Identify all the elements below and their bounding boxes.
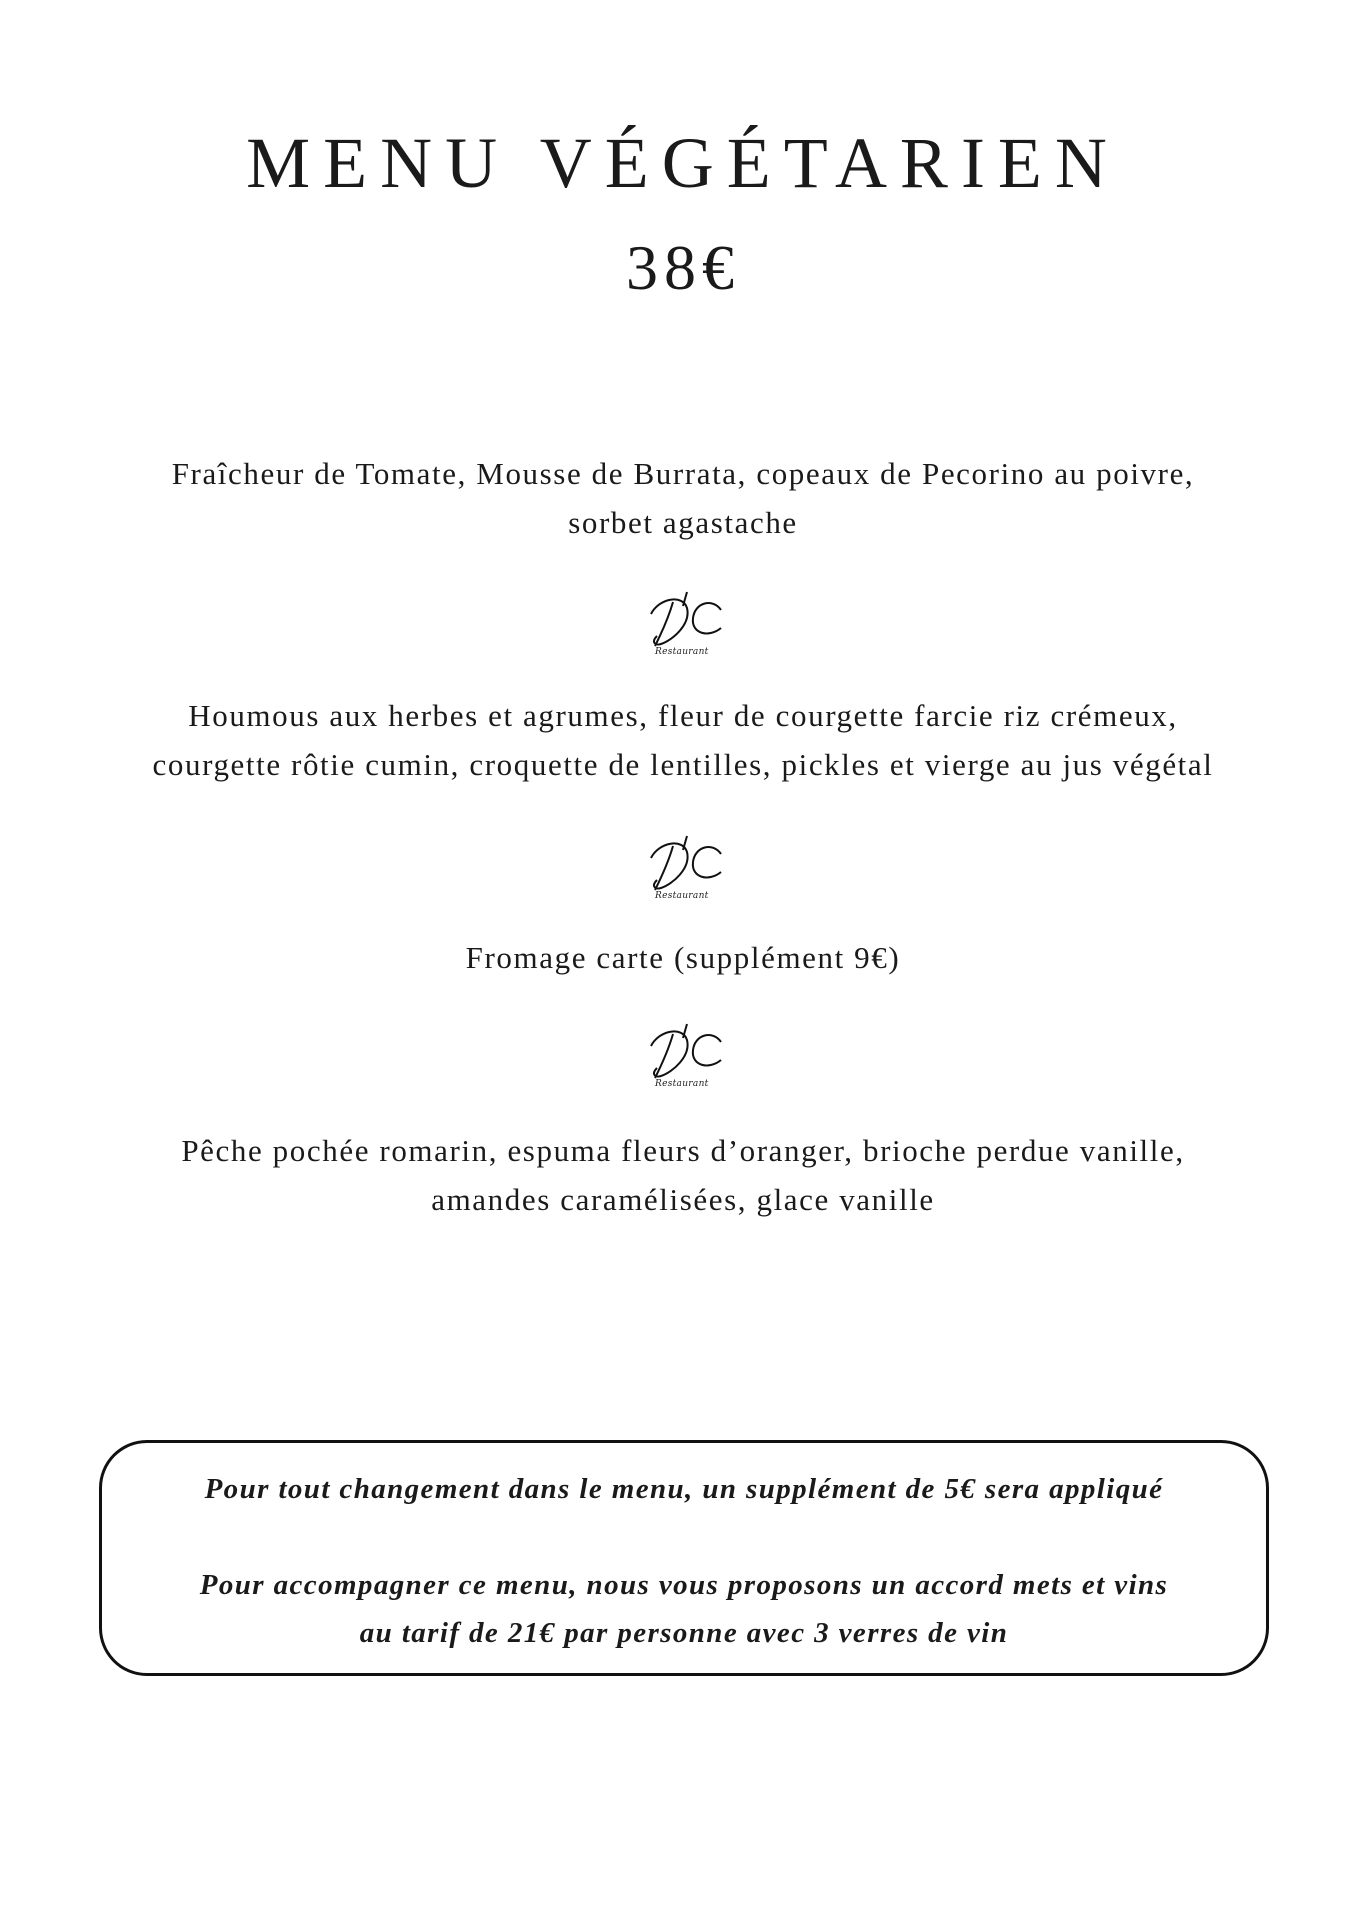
course-line: Pêche pochée romarin, espuma fleurs d’oranger, brioche perdue vanille, — [181, 1133, 1185, 1168]
dc-restaurant-logo-icon — [625, 828, 741, 908]
logo-label: Restaurant — [655, 647, 709, 657]
menu-title: MENU VÉGÉTARIEN — [246, 123, 1120, 203]
menu-price: 38€ — [626, 232, 740, 303]
notice-line: Pour tout changement dans le menu, un supplément de 5€ sera appliqué — [204, 1473, 1164, 1505]
notice-box — [99, 1440, 1269, 1676]
course-starter — [80, 449, 1286, 547]
course-line: sorbet agastache — [568, 505, 798, 540]
dc-restaurant-logo-icon — [625, 1016, 741, 1096]
notice-line: Pour accompagner ce menu, nous vous proposons un accord mets et vins — [199, 1569, 1169, 1601]
course-line: Fromage carte (supplément 9€) — [465, 940, 901, 975]
course-main — [80, 691, 1286, 789]
course-cheese — [80, 933, 1286, 982]
logo-label: Restaurant — [655, 1079, 709, 1089]
logo-label: Restaurant — [655, 891, 709, 901]
course-line: Fraîcheur de Tomate, Mousse de Burrata, copeaux de Pecorino au poivre, — [171, 456, 1195, 491]
course-line: amandes caramélisées, glace vanille — [431, 1182, 935, 1217]
notice-line: au tarif de 21€ par personne avec 3 verres de vin — [359, 1617, 1009, 1649]
course-line: courgette rôtie cumin, croquette de lentilles, pickles et vierge au jus végétal — [152, 747, 1214, 782]
course-dessert — [80, 1126, 1286, 1224]
course-line: Houmous aux herbes et agrumes, fleur de courgette farcie riz crémeux, — [188, 698, 1178, 733]
dc-restaurant-logo-icon — [625, 584, 741, 664]
